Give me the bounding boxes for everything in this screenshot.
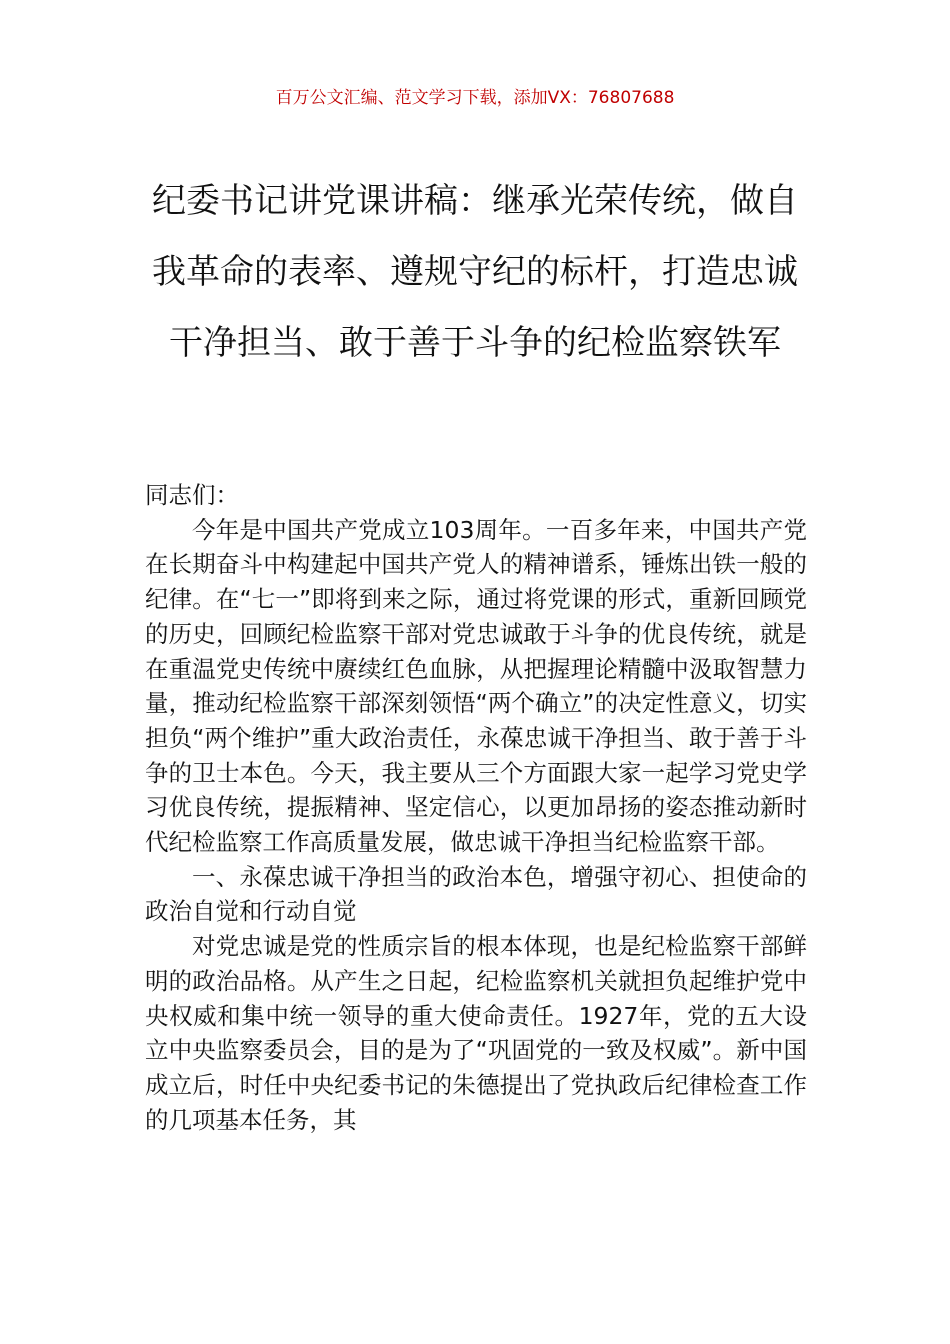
- section-heading: 一、永葆忠诚干净担当的政治本色，增强守初心、担使命的政治自觉和行动自觉: [145, 862, 807, 926]
- body-paragraph: 对党忠诚是党的性质宗旨的根本体现，也是纪检监察干部鲜明的政治品格。从产生之日起，纪检监察机关就担负起维护党中央权威和集中统一领导的重大使命责任。1927年，党的五大设立中央监察委员会，目的是为了“巩固党的一致及权威”。新中国成立后，时任中央纪委书记的朱德提出了党执政后纪律检查工作的几项基本任务，其: [145, 932, 807, 1134]
- body-paragraph: 今年是中国共产党成立103周年。一百多年来，中国共产党在长期奋斗中构建起中国共产党人的精神谱系，锤炼出铁一般的纪律。在“七一”即将到来之际，通过将党课的形式，重新回顾党的历史，回顾纪检监察干部对党忠诚敢于斗争的优良传统，就是在重温党史传统中赓续红色血脉，从把握理论精髓中汲取智慧力量，推动纪检监察干部深刻领悟“两个确立”的决定性意义，切实担负“两个维护”重大政治责任，永葆忠诚干净担当、敢于善于斗争的卫士本色。今天，我主要从三个方面跟大家一起学习党史学习优良传统，提振精神、坚定信心，以更加昂扬的姿态推动新时代纪检监察工作高质量发展，做忠诚干净担当纪检监察干部。: [145, 515, 807, 857]
- salutation: 同志们：: [145, 481, 239, 509]
- header-watermark-note: 百万公文汇编、范文学习下载，添加VX：76807688: [275, 88, 675, 108]
- document-body: [145, 478, 807, 1137]
- document-title: 纪委书记讲党课讲稿：继承光荣传统，做自我革命的表率、遵规守纪的标杆，打造忠诚干净担当、敢于善于斗争的纪检监察铁军: [152, 181, 798, 363]
